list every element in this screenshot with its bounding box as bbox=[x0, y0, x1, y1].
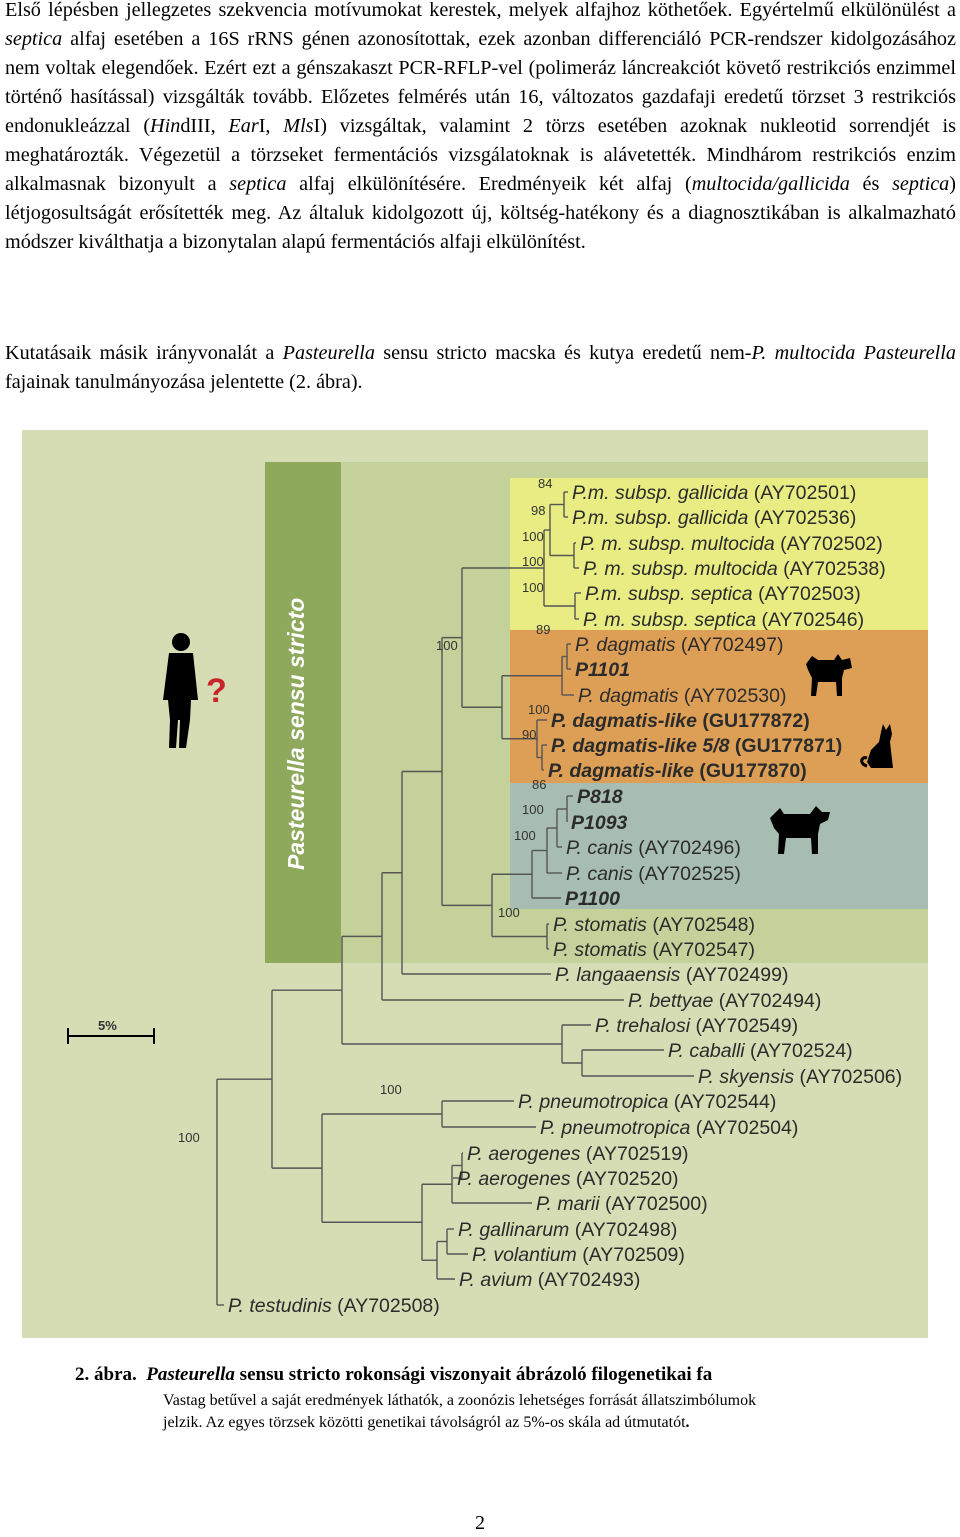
bootstrap-value: 100 bbox=[522, 529, 544, 544]
taxon-label: P1101 bbox=[575, 659, 630, 681]
taxon-label: P. pneumotropica (AY702544) bbox=[518, 1091, 777, 1113]
taxon-label: P. dagmatis-like (GU177870) bbox=[548, 760, 807, 782]
taxon-label: P. skyensis (AY702506) bbox=[698, 1066, 903, 1088]
taxon-label: P. stomatis (AY702547) bbox=[553, 939, 755, 961]
taxon-label: P818 bbox=[577, 786, 623, 808]
paragraph-research-direction: Kutatásaik másik irányvonalát a Pasteurella sensu stricto macska és kutya eredetű nem-P. multocida Pasteurella fajainak tanulmányozása jelentette (2. ábra). bbox=[5, 342, 956, 393]
taxon-label: P1100 bbox=[565, 888, 620, 910]
bootstrap-value: 100 bbox=[522, 554, 544, 569]
taxon-label: P. testudinis (AY702508) bbox=[228, 1295, 440, 1317]
bootstrap-value: 89 bbox=[536, 622, 551, 637]
figure-number: 2. ábra. bbox=[75, 1364, 137, 1385]
taxon-label: P. dagmatis (AY702497) bbox=[575, 634, 784, 656]
taxon-label: P. canis (AY702525) bbox=[566, 863, 741, 885]
scale-label: 5% bbox=[98, 1018, 117, 1033]
bootstrap-value: 100 bbox=[522, 802, 544, 817]
taxon-label: P. dagmatis-like 5/8 (GU177871) bbox=[551, 735, 843, 757]
figure-caption bbox=[75, 1364, 712, 1386]
question-mark-icon: ? bbox=[206, 672, 227, 710]
taxon-label: P1093 bbox=[571, 812, 628, 834]
taxon-label: P. volantium (AY702509) bbox=[472, 1244, 685, 1266]
taxon-label: P.m. subsp. septica (AY702503) bbox=[585, 583, 861, 605]
bootstrap-value: 100 bbox=[436, 638, 458, 653]
caption-note-line-1: Vastag betűvel a saját eredmények láthatók, a zoonózis lehetséges forrását állatszimbólumok bbox=[163, 1392, 757, 1409]
taxon-label: P. bettyae (AY702494) bbox=[628, 990, 822, 1012]
taxon-label: P. dagmatis (AY702530) bbox=[578, 685, 787, 707]
bootstrap-value: 100 bbox=[498, 905, 520, 920]
bootstrap-value: 100 bbox=[514, 828, 536, 843]
taxon-label: P. stomatis (AY702548) bbox=[553, 914, 755, 936]
taxon-label: P. m. subsp. septica (AY702546) bbox=[583, 609, 865, 631]
taxon-label: P. dagmatis-like (GU177872) bbox=[551, 710, 810, 732]
bootstrap-value: 90 bbox=[522, 727, 537, 742]
sensu-stricto-label: Pasteurella sensu stricto bbox=[283, 597, 309, 870]
bootstrap-value: 86 bbox=[532, 777, 547, 792]
caption-note-line-2: jelzik. Az egyes törzsek közötti genetikai távolságról az 5%-os skála ad útmutatót. bbox=[163, 1414, 690, 1431]
taxon-label: P.m. subsp. gallicida (AY702501) bbox=[572, 482, 857, 504]
bootstrap-value: 100 bbox=[380, 1082, 402, 1097]
taxon-label: P. pneumotropica (AY702504) bbox=[540, 1117, 799, 1139]
taxon-label: P. gallinarum (AY702498) bbox=[458, 1219, 678, 1241]
taxon-label: P. aerogenes (AY702520) bbox=[457, 1168, 679, 1190]
taxon-label: P. m. subsp. multocida (AY702538) bbox=[583, 558, 886, 580]
taxon-label: P. m. subsp. multocida (AY702502) bbox=[580, 533, 883, 555]
taxon-label: P. avium (AY702493) bbox=[459, 1269, 641, 1291]
bootstrap-value: 98 bbox=[531, 503, 546, 518]
paragraph-restriction-analysis: Első lépésben jellegzetes szekvencia motívumokat kerestek, melyek alfajhoz köthetőek. Egyértelmű elkülönülést a septica alfaj esetében a 16S rRNS génen azonosítottak, ezek azonban differenciáló PCR-rendszer kidolgozásához nem voltak elegendőek. Ezért ezt a génszakaszt PCR-RFLP-vel (polimeráz láncreakciót követő restrikciós enzimmel történő hasítással) vizsgálták tovább. Előzetes felmérés után 16, változatos gazdafaji eredetű törzset 3 restrikciós endonukleázzal (HindIII, EarI, MlsI) vizsgáltak, valamint 2 törzs esetében azoknak nukleotid sorrendjét is meghatározták. Végezetül a törzseket fermentációs vizsgálatoknak is alávetették. Mindhárom restrikciós enzim alkalmasnak bizonyult a septica alfaj elkülönítésére. Eredményeik két alfaj (multocida/gallicida és septica) létjogosultságát erősítették meg. Az általuk kidolgozott új, költség-hatékony és a diagnosztikában is alkalmazható módszer kiválthatja a bizonytalan alapú fermentációs alfaji elkülönítést. bbox=[5, 0, 957, 253]
caption-italic: Pasteurella bbox=[146, 1364, 235, 1385]
taxon-label: P. marii (AY702500) bbox=[536, 1193, 708, 1215]
taxon-label: P. trehalosi (AY702549) bbox=[595, 1015, 799, 1037]
taxon-label: P. caballi (AY702524) bbox=[668, 1040, 853, 1062]
caption-text: sensu stricto rokonsági viszonyait ábrázoló filogenetikai fa bbox=[234, 1364, 713, 1385]
bootstrap-value: 100 bbox=[522, 580, 544, 595]
bootstrap-value: 100 bbox=[178, 1130, 200, 1145]
taxon-label: P. aerogenes (AY702519) bbox=[467, 1143, 689, 1165]
page-number: 2 bbox=[475, 1512, 485, 1534]
phylogenetic-tree-figure bbox=[22, 430, 928, 1338]
bootstrap-value: 100 bbox=[528, 702, 550, 717]
taxon-label: P. langaaensis (AY702499) bbox=[555, 964, 789, 986]
bootstrap-value: 84 bbox=[538, 476, 553, 491]
taxon-label: P. canis (AY702496) bbox=[566, 837, 741, 859]
taxon-label: P.m. subsp. gallicida (AY702536) bbox=[572, 507, 857, 529]
